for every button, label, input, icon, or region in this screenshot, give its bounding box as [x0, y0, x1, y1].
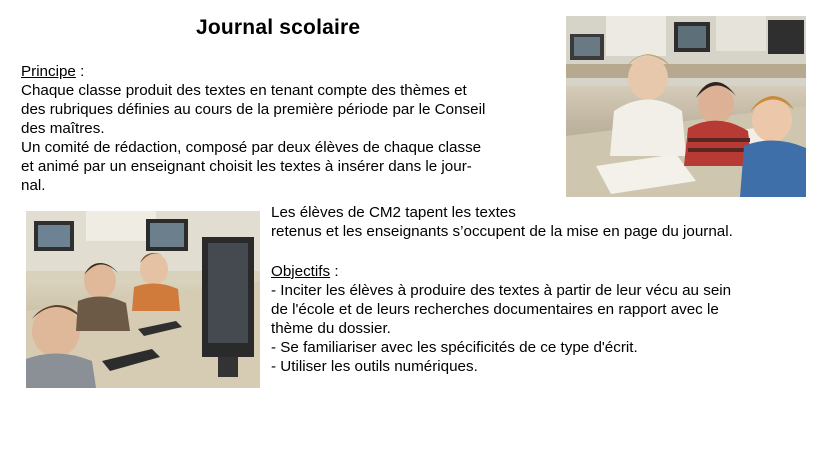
objectifs-heading-line [271, 262, 731, 281]
principe-line: des rubriques définies au cours de la première période par le Conseil [21, 101, 486, 118]
objectifs-line: thème du dossier. [271, 320, 391, 337]
objectifs-line: de l'école et de leurs recherches documentaires en rapport avec le [271, 301, 719, 318]
children-at-computers-photo [26, 211, 260, 388]
classroom-children-writing-illustration [566, 16, 806, 197]
objectifs-section [271, 262, 731, 376]
objectifs-line: - Inciter les élèves à produire des textes à partir de leur vécu au sein [271, 282, 732, 299]
principe-heading-line [21, 62, 485, 81]
principe-heading: Principe [21, 63, 76, 80]
objectifs-line: - Utiliser les outils numériques. [271, 358, 478, 375]
principe-line: Chaque classe produit des textes en tenant compte des thèmes et [21, 82, 467, 99]
page-title: Journal scolaire [196, 16, 361, 39]
objectifs-heading-suffix: : [330, 263, 339, 280]
classroom-children-writing-photo [566, 16, 806, 197]
eleves-section [271, 203, 733, 241]
principe-heading-suffix: : [75, 63, 85, 80]
objectifs-heading: Objectifs [271, 263, 331, 280]
principe-line: nal. [21, 177, 46, 194]
principe-line: des maîtres. [21, 120, 105, 137]
eleves-line: retenus et les enseignants s’occupent de la mise en page du journal. [271, 223, 733, 240]
principe-section [21, 62, 485, 195]
objectifs-line: - Se familiariser avec les spécificités de ce type d'écrit. [271, 339, 638, 356]
eleves-line: Les élèves de CM2 tapent les textes [271, 204, 516, 221]
principe-line: Un comité de rédaction, composé par deux élèves de chaque classe [21, 139, 482, 156]
principe-line: et animé par un enseignant choisit les textes à insérer dans le jour- [21, 158, 472, 175]
children-at-computers-illustration [26, 211, 260, 388]
